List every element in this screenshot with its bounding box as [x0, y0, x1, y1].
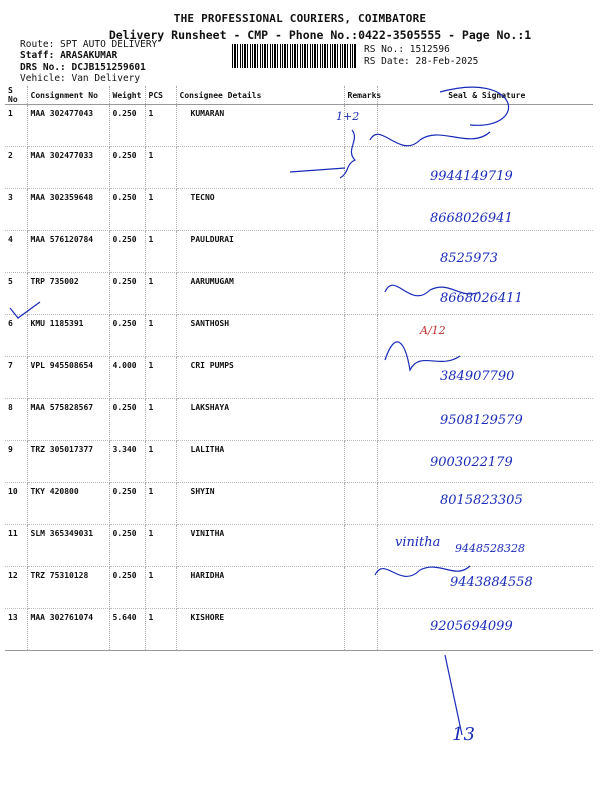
cell-signature	[377, 147, 593, 189]
cell-remarks	[344, 441, 377, 483]
cell-weight: 0.250	[109, 567, 145, 609]
cell-consignee	[176, 147, 344, 189]
vehicle-text: Vehicle: Van Delivery	[20, 73, 141, 84]
cell-signature	[377, 441, 593, 483]
cell-sno: 8	[5, 399, 27, 441]
cell-sno: 10	[5, 483, 27, 525]
cell-weight: 0.250	[109, 483, 145, 525]
cell-signature	[377, 357, 593, 399]
cell-pcs: 1	[145, 105, 176, 147]
cell-consignee: AARUMUGAM	[176, 273, 344, 315]
table-row	[5, 189, 593, 231]
cell-sno: 11	[5, 525, 27, 567]
col-header-consignment: Consignment No	[27, 86, 109, 105]
remark-6-text: A/12	[420, 324, 446, 337]
table-row	[5, 231, 593, 273]
cell-pcs: 1	[145, 567, 176, 609]
cell-remarks	[344, 399, 377, 441]
cell-weight: 0.250	[109, 147, 145, 189]
cell-sno: 7	[5, 357, 27, 399]
table-row	[5, 315, 593, 357]
cell-remarks	[344, 105, 377, 147]
remark-1-text: 1+2	[336, 110, 360, 123]
cell-sno: 4	[5, 231, 27, 273]
table-row	[5, 525, 593, 567]
table-row	[5, 567, 593, 609]
cell-signature	[377, 399, 593, 441]
phone-7-text: 384907790	[440, 369, 515, 384]
table-row	[5, 399, 593, 441]
table-row	[5, 273, 593, 315]
staff-label: Staff:	[20, 50, 55, 61]
cell-signature	[377, 567, 593, 609]
col-header-sno: S No	[5, 86, 27, 105]
barcode	[232, 44, 356, 68]
cell-remarks	[344, 609, 377, 651]
cell-consignment: MAA 302761074	[27, 609, 109, 651]
cell-consignment: VPL 945508654	[27, 357, 109, 399]
phone-4-text: 8525973	[440, 251, 498, 266]
rs-date: RS Date: 28-Feb-2025	[364, 56, 479, 67]
drs-label: DRS No.:	[20, 62, 66, 73]
company-title: THE PROFESSIONAL COURIERS, COIMBATORE	[173, 12, 427, 25]
table-row	[5, 483, 593, 525]
phone-13-text: 9205694099	[430, 619, 513, 634]
phone-12-text: 9443884558	[450, 575, 533, 590]
cell-remarks	[344, 189, 377, 231]
cell-signature	[377, 273, 593, 315]
cell-weight: 0.250	[109, 231, 145, 273]
cell-consignee: TECNO	[176, 189, 344, 231]
cell-signature	[377, 189, 593, 231]
cell-pcs: 1	[145, 273, 176, 315]
cell-weight: 0.250	[109, 315, 145, 357]
cell-signature	[377, 609, 593, 651]
cell-consignment: KMU 1185391	[27, 315, 109, 357]
cell-consignee: KUMARAN	[176, 105, 344, 147]
cell-weight: 0.250	[109, 105, 145, 147]
table-row	[5, 357, 593, 399]
cell-consignee: VINITHA	[176, 525, 344, 567]
phone-8-text: 9508129579	[440, 413, 523, 428]
cell-signature	[377, 231, 593, 273]
cell-remarks	[344, 273, 377, 315]
cell-sno: 1	[5, 105, 27, 147]
col-header-weight: Weight	[109, 86, 145, 105]
cell-consignment: MAA 575828567	[27, 399, 109, 441]
cell-pcs: 1	[145, 189, 176, 231]
cell-pcs: 1	[145, 441, 176, 483]
table-row	[5, 147, 593, 189]
cell-pcs: 1	[145, 147, 176, 189]
phone-2-text: 9944149719	[430, 169, 513, 184]
drs-line	[20, 62, 146, 73]
cell-consignee: CRI PUMPS	[176, 357, 344, 399]
cell-signature	[377, 315, 593, 357]
name-11-text: vinitha	[395, 535, 441, 550]
staff-value: ARASAKUMAR	[60, 50, 118, 61]
runsheet-title: Delivery Runsheet - CMP - Phone No.:0422-3505555 - Page No.:1	[108, 28, 532, 42]
cell-pcs: 1	[145, 399, 176, 441]
cell-weight: 3.340	[109, 441, 145, 483]
cell-pcs: 1	[145, 525, 176, 567]
cell-pcs: 1	[145, 315, 176, 357]
cell-pcs: 1	[145, 609, 176, 651]
table-row	[5, 609, 593, 651]
cell-remarks	[344, 483, 377, 525]
cell-consignee: HARIDHA	[176, 567, 344, 609]
table-row	[5, 105, 593, 147]
cell-consignee: PAULDURAI	[176, 231, 344, 273]
cell-remarks	[344, 525, 377, 567]
cell-sno: 6	[5, 315, 27, 357]
staff-line	[20, 50, 117, 61]
pen-stroke-total	[445, 655, 462, 735]
route-text: Route: SPT AUTO DELIVERY	[20, 39, 158, 50]
col-header-consignee: Consignee Details	[176, 86, 344, 105]
total-count-text: 13	[452, 724, 475, 745]
phone-9-text: 9003022179	[430, 455, 513, 470]
cell-consignment: SLM 365349031	[27, 525, 109, 567]
cell-consignee: LALITHA	[176, 441, 344, 483]
cell-remarks	[344, 567, 377, 609]
cell-weight: 5.640	[109, 609, 145, 651]
cell-consignment: TKY 420800	[27, 483, 109, 525]
cell-signature	[377, 483, 593, 525]
col-header-remarks: Remarks	[344, 86, 377, 105]
cell-pcs: 1	[145, 357, 176, 399]
cell-pcs: 1	[145, 231, 176, 273]
cell-consignment: TRP 735002	[27, 273, 109, 315]
table-row	[5, 441, 593, 483]
phone-3-text: 8668026941	[430, 211, 513, 226]
phone-10-text: 8015823305	[440, 493, 523, 508]
runsheet-table	[5, 86, 593, 651]
cell-remarks	[344, 315, 377, 357]
cell-remarks	[344, 147, 377, 189]
cell-sno: 13	[5, 609, 27, 651]
cell-consignment: TRZ 75310128	[27, 567, 109, 609]
cell-weight: 0.250	[109, 273, 145, 315]
cell-remarks	[344, 357, 377, 399]
table-header-row	[5, 86, 593, 105]
col-header-pcs: PCS	[145, 86, 176, 105]
cell-weight: 0.250	[109, 399, 145, 441]
cell-sno: 9	[5, 441, 27, 483]
cell-sno: 2	[5, 147, 27, 189]
cell-consignment: TRZ 305017377	[27, 441, 109, 483]
phone-5-text: 8668026411	[440, 291, 523, 306]
cell-consignee: KISHORE	[176, 609, 344, 651]
cell-sno: 5	[5, 273, 27, 315]
cell-consignment: MAA 302359648	[27, 189, 109, 231]
cell-sno: 3	[5, 189, 27, 231]
cell-consignment: MAA 302477043	[27, 105, 109, 147]
cell-consignee: SHYIN	[176, 483, 344, 525]
cell-signature	[377, 525, 593, 567]
cell-consignment: MAA 576120784	[27, 231, 109, 273]
col-header-signature: Seal & Signature	[377, 86, 593, 105]
drs-value: DCJB151259601	[71, 62, 146, 73]
rs-no: RS No.: 1512596	[364, 44, 450, 55]
cell-remarks	[344, 231, 377, 273]
cell-consignment: MAA 302477033	[27, 147, 109, 189]
cell-weight: 4.000	[109, 357, 145, 399]
phone-11-text: 9448528328	[455, 542, 525, 555]
cell-signature	[377, 105, 593, 147]
cell-weight: 0.250	[109, 525, 145, 567]
cell-weight: 0.250	[109, 189, 145, 231]
cell-pcs: 1	[145, 483, 176, 525]
cell-consignee: SANTHOSH	[176, 315, 344, 357]
cell-consignee: LAKSHAYA	[176, 399, 344, 441]
cell-sno: 12	[5, 567, 27, 609]
